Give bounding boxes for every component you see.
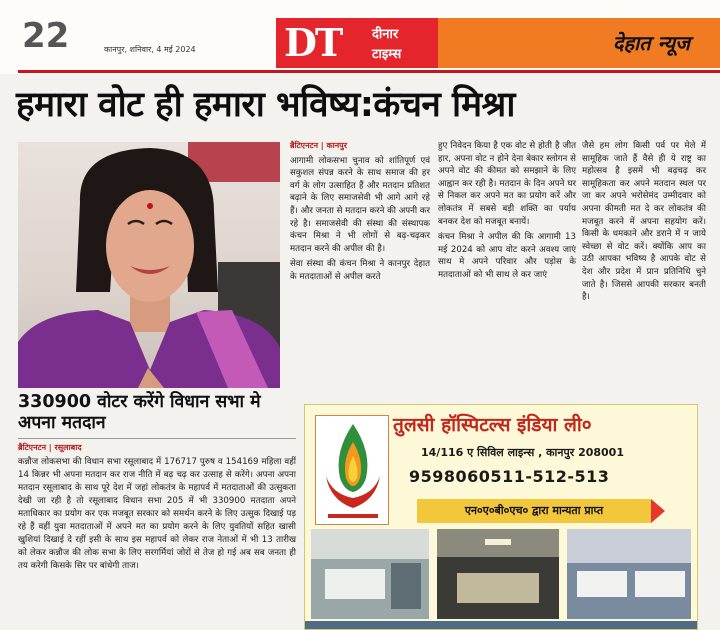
headline-rule	[18, 438, 296, 439]
newspaper-logo	[276, 18, 438, 68]
main-byline: ब्रैटिएनटन | कानपुर	[290, 141, 347, 150]
second-byline: ब्रैटिएनटन | रसूलाबाद	[18, 443, 82, 452]
second-headline: 330900 वोटर करेंगे विधान सभा मे अपना मतदान	[18, 392, 261, 433]
logo-mark: DT	[284, 20, 342, 65]
story-column-2	[438, 140, 576, 285]
advert-footer-strip	[305, 621, 698, 630]
hospital-ward-photo	[567, 529, 691, 619]
dateline: कानपुर, शनिवार, 4 मई 2024	[104, 45, 196, 54]
hospital-lobby-photo	[437, 529, 559, 619]
hospital-logo	[315, 415, 389, 525]
section-name: देहात न्यूज	[612, 31, 690, 55]
bindi	[147, 203, 153, 209]
hospital-advert	[304, 404, 698, 630]
story-paragraph: कन्नौज लोकसभा की विधान सभा रसूलाबाद में 176717 पुरुष व 154169 महिला वहीं 14 किन्नर भी अपना मतदान कर राज नीति में बढ़ चढ़ कर उत्साह से करेंगे। अपना अपना मतदान रसूलाबाद के साथ पूरे देश में जहां लोकतंत्र के महापर्व में मतदाताओं की उत्सुकता देखी जा रही है तो रसूलाबाद विधान सभा 205 में भी 330900 मतदाता अपने मताधिकार का प्रयोग कर एक मजबूत सरकार को समर्थन करने के लिए उत्सुक दिखाई पड़ रहे हैं वहीं युवा मतदाताओं में अपने मत का प्रयोग करने के लिए युवतियों सहित खासी खुशियां दिखाई दे रहीं इसी के साथ इस महापर्व को लेकर राज नेताओं में भी 13 तारीख को लेकर कन्नौज की लोक सभा के लिए सरगर्मियां जोरों से तेज हो गई अब सब जनता ही तय करेगी किसके सिर पर बांधेगी ताज।	[18, 457, 296, 571]
second-story-body	[18, 441, 296, 576]
masthead-rule	[18, 70, 720, 73]
section-band	[438, 18, 720, 68]
portrait-photo	[18, 142, 280, 388]
story-column-3	[582, 140, 706, 307]
story-paragraph: सेवा संस्था की कंचन मिश्रा ने कानपुर देहात के मतदाताओं से अपील करते	[290, 259, 430, 282]
main-headline: हमारा वोट ही हमारा भविष्य:कंचन मिश्रा	[16, 85, 515, 125]
masthead	[0, 0, 720, 74]
hospital-name: तुलसी हॉस्पिटल्स इंडिया ली०	[393, 414, 592, 436]
page-number: 22	[22, 16, 70, 56]
story-column-1	[290, 140, 430, 287]
story-paragraph: हुए निवेदन किया है एक वोट से होती है जीत हार, अपना वोट न होने देना बेकार स्लोगन से अपने वोट की कीमत को समझाने के लिए आह्वान कर रही है। मतदान के दिन अपने घर से निकल कर अपने मत का प्रयोग करें और लोकतंत्र में सबसे बड़ी शक्ति का पर्याय बनकर देश को मजबूत बनायें।	[438, 141, 576, 227]
story-paragraph: आगामी लोकसभा चुनाव को शांतिपूर्ण एवं सकुशल संपन्न करने के साथ समाज की हर वर्ग के लोग उत्साहित हैं और मतदान प्रतिशत बढ़ाने के लिए समाजसेवी भी आगे आगे रहे हैं। और जनता से मतदान करने की अपनी कर रहे है। समाजसेवी की संस्था की संस्थापक कंचन मिश्रा ने भी लोगों से बढ़-चढ़कर मतदान करने की अपील की है।	[290, 155, 430, 254]
accreditation-banner: एन०ए०बी०एच० द्वारा मान्यता प्राप्त	[417, 499, 651, 523]
logo-text-line1: दीनार	[372, 27, 399, 42]
story-paragraph: जैसे हम लोग किसी पर्व पर मेले में सामूहिक जाते हैं वैसे ही ये राष्ट्र का महोत्सव है इसमें भी बढ़चढ़ कर सामूहिकता कर अपने मतदान स्थल पर जा कर अपने भरोसेमंद उम्मीदवार को अपना कीमती मत दे कर लोकतंत्र की मजबूत करने में अपना सहयोग करें। किसी के धमकाने और डराने में न जाये स्वेच्छा से वोट करें। क्योंकि आप का उठी आपका भविष्य है आपके वोट से देश और प्रदेश में प्रान प्रतिनिधि चुने जाते है। जिससे आपकी सरकार बनती है।	[582, 141, 706, 303]
hospital-address: 14/116 ए सिविल लाइन्स , कानपुर 208001	[421, 446, 624, 459]
portrait-illustration	[18, 142, 280, 388]
hospital-room-photo	[311, 529, 429, 619]
hospital-phone: 9598060511-512-513	[409, 467, 610, 486]
story-paragraph: कंचन मिश्रा ने अपील की कि आगामी 13 मई 2024 को आप वोट करने अवश्य जाएं साथ मे अपने परिवार और पड़ोस के मतदाताओं को भी साथ ले कर जाएं	[438, 232, 576, 280]
logo-text-line2: टाइम्स	[372, 47, 402, 62]
flame-hands-icon	[316, 416, 390, 526]
